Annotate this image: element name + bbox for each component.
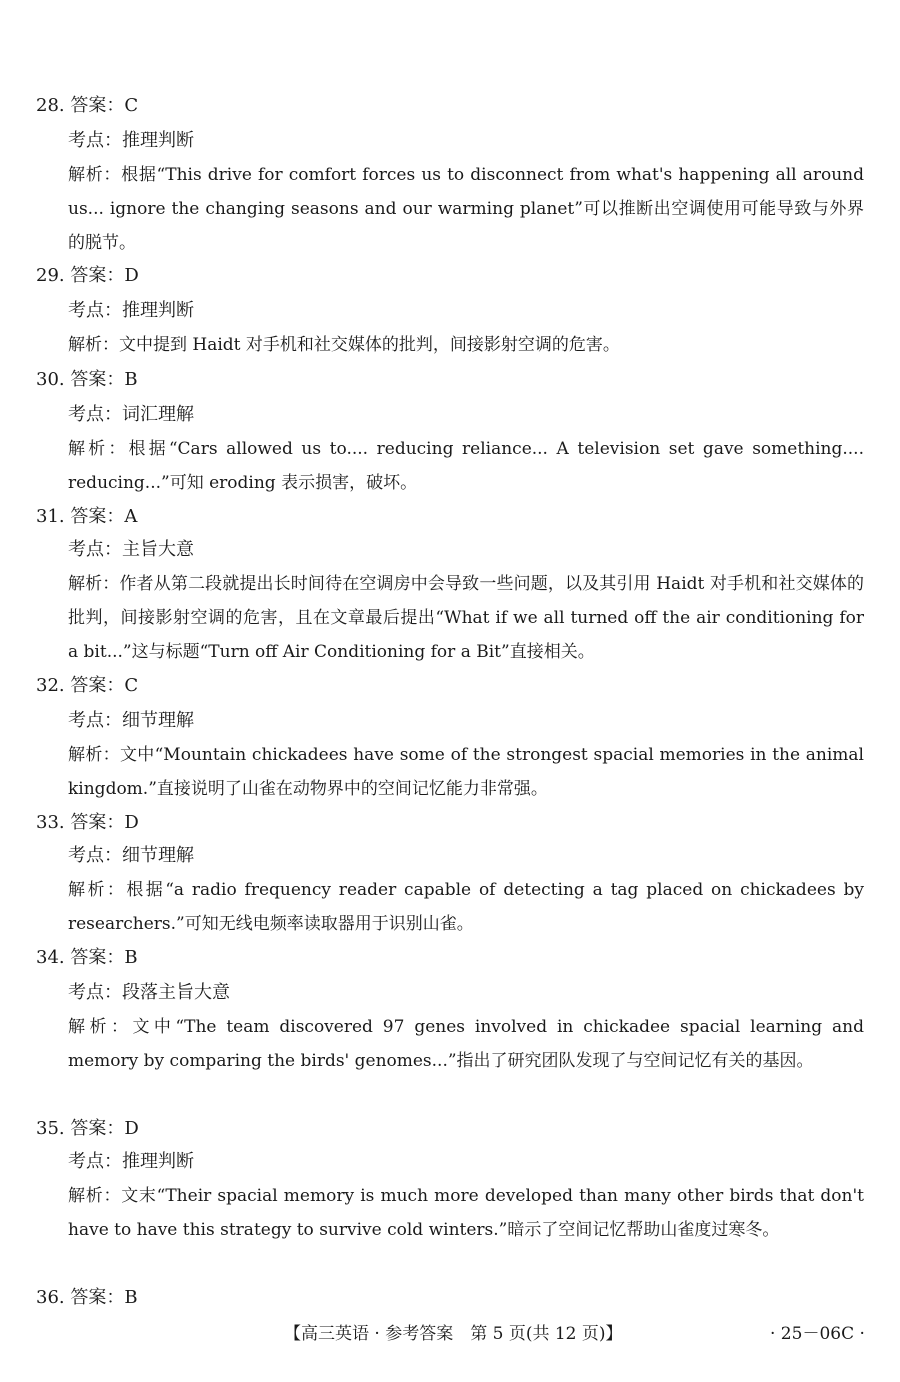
explanation-text: 解析：文中提到 Haidt 对手机和社交媒体的批判，间接影射空调的危害。 — [68, 335, 620, 355]
explanation-text: 解析：文中“The team discovered 97 genes involved in chickadee spacial learning and memory by comparing the birds' genomes...”指出了研究团队发现了与空间记忆有关的基因。 — [68, 1017, 864, 1071]
answer-label: 33. 答案：D — [36, 812, 139, 833]
kaodian-label: 考点：主旨大意 — [68, 539, 194, 560]
explanation-text: 解析：文末“Their spacial memory is much more developed than many other birds that don't have to have this strategy to survive cold winters.”暗示了空间记忆帮助山雀度过寒冬。 — [68, 1186, 864, 1240]
kaodian-label: 考点：推理判断 — [68, 300, 194, 321]
answer-label: 31. 答案：A — [36, 506, 138, 527]
explanation-text: 解析：根据“Cars allowed us to.... reducing reliance... A television set gave something.... reducing...”可知 eroding 表示损害，破坏。 — [68, 439, 864, 493]
page-footer — [0, 1322, 900, 1346]
footer-code: · 25－06C · — [770, 1324, 865, 1344]
answer-label: 35. 答案：D — [36, 1118, 139, 1139]
kaodian-label: 考点：推理判断 — [68, 1151, 194, 1172]
kaodian-label: 考点：段落主旨大意 — [68, 982, 230, 1003]
kaodian-label: 考点：细节理解 — [68, 710, 194, 731]
answer-label: 29. 答案：D — [36, 265, 139, 286]
kaodian-label: 考点：推理判断 — [68, 130, 194, 151]
explanation-text: 解析：作者从第二段就提出长时间待在空调房中会导致一些问题，以及其引用 Haidt 对手机和社交媒体的批判，间接影射空调的危害，且在文章最后提出“What if we all turned off the air conditioning for a bit...”这与标题“Turn off Air Conditioning for a Bit”直接相关。 — [68, 574, 864, 662]
footer-page-info: 【高三英语 · 参考答案 第 5 页(共 12 页)】 — [284, 1324, 623, 1344]
answer-label: 36. 答案：B — [36, 1287, 138, 1308]
answer-label: 34. 答案：B — [36, 947, 138, 968]
explanation-text: 解析：根据“This drive for comfort forces us to disconnect from what's happening all around us... ignore the changing seasons and our warming planet”可以推断出空调使用可能导致与外界的脱节。 — [68, 165, 864, 253]
answer-label: 30. 答案：B — [36, 369, 138, 390]
kaodian-label: 考点：细节理解 — [68, 845, 194, 866]
explanation-text: 解析：文中“Mountain chickadees have some of the strongest spacial memories in the animal kingdom.”直接说明了山雀在动物界中的空间记忆能力非常强。 — [68, 745, 864, 799]
explanation-text: 解析：根据“a radio frequency reader capable of detecting a tag placed on chickadees by researchers.”可知无线电频率读取器用于识别山雀。 — [68, 880, 864, 934]
answer-label: 28. 答案：C — [36, 95, 139, 116]
answer-label: 32. 答案：C — [36, 675, 139, 696]
kaodian-label: 考点：词汇理解 — [68, 404, 194, 425]
